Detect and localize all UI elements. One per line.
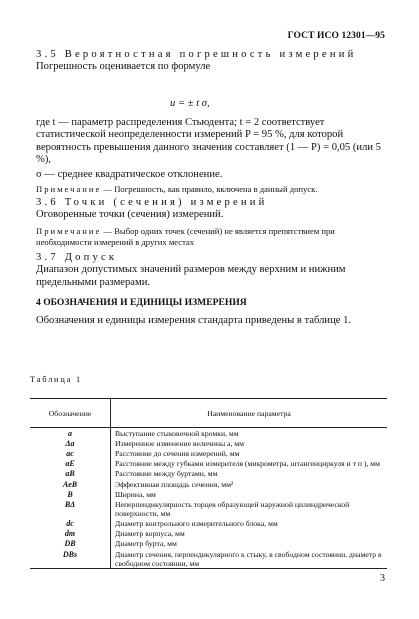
table-header-row bbox=[30, 399, 387, 428]
symbol-cell: dm bbox=[30, 529, 111, 539]
parameter-name-cell: Неперпендикулярность торцев образующей наружной цилиндрической поверхности, мм bbox=[115, 499, 350, 518]
parameter-name-cell: Ширина, мм bbox=[115, 489, 156, 499]
col-header-name: Наименование параметра bbox=[111, 399, 388, 428]
parameter-name-cell: Расстояние до сечения измерений, мм bbox=[115, 448, 240, 458]
table-row bbox=[30, 529, 387, 539]
note-label: Примечание bbox=[36, 184, 102, 195]
parameter-name-cell: Диаметр сечения, перпендикулярного к стыку, в свободном состоянии, диаметр в свободном состоянии, мм bbox=[111, 549, 388, 569]
symbol-cell: DBs bbox=[30, 549, 111, 569]
symbol-cell: ac bbox=[30, 448, 111, 458]
parameter-name-cell: Расстояние между губками измерителя (микрометра, штангенциркуля и т п ), мм bbox=[115, 459, 381, 469]
section-3-5-note bbox=[36, 184, 388, 195]
table-row bbox=[30, 479, 387, 489]
symbol-cell: aE bbox=[30, 459, 111, 469]
section-3-5-text-1: Погрешность оценивается по формуле bbox=[36, 61, 211, 73]
section-3-5-heading: 3.5 Вероятностная погрешность измерений bbox=[36, 49, 357, 60]
table-row bbox=[30, 469, 387, 479]
parameter-name-cell: Выступание стыковочной кромки, мм bbox=[115, 428, 239, 438]
section-3-7-text: Диапазон допустимых значений размеров между верхним и нижним предельными размерами. bbox=[36, 264, 346, 288]
section-3-7-heading: 3.7 Допуск bbox=[36, 252, 118, 263]
table-row bbox=[30, 459, 387, 469]
parameter-name-cell: Диаметр бурта, мм bbox=[115, 539, 177, 549]
symbol-cell: dc bbox=[30, 519, 111, 529]
table-row bbox=[30, 539, 387, 549]
symbol-cell: a bbox=[30, 428, 111, 439]
table-row bbox=[30, 519, 387, 529]
section-3-5-text-3: σ — среднее квадратическое отклонение. bbox=[36, 168, 223, 180]
section-4-heading: 4 ОБОЗНАЧЕНИЯ И ЕДИНИЦЫ ИЗМЕРЕНИЯ bbox=[36, 297, 247, 308]
table-row bbox=[30, 438, 387, 448]
standard-header: ГОСТ ИСО 12301—95 bbox=[287, 31, 385, 41]
table-body bbox=[30, 428, 387, 569]
section-3-7 bbox=[36, 252, 388, 289]
parameter-name-cell: Диаметр корпуса, мм bbox=[115, 529, 185, 539]
note-text: — Погрешность, как правило, включена в данный допуск. bbox=[101, 184, 318, 195]
table-row bbox=[30, 549, 387, 569]
parameter-name-cell: Расстояние между буртами, мм bbox=[115, 469, 218, 479]
symbol-cell: aB bbox=[30, 469, 111, 479]
parameter-name-cell: Эффективная площадь сечения, мм² bbox=[115, 479, 234, 489]
section-3-5 bbox=[36, 49, 388, 74]
symbol-cell: BΔ bbox=[30, 499, 111, 518]
symbol-cell: AeB bbox=[30, 479, 111, 489]
table-1 bbox=[30, 398, 387, 569]
symbol-cell: Δa bbox=[30, 438, 111, 448]
symbol-cell: B bbox=[30, 489, 111, 499]
table-row bbox=[30, 499, 387, 518]
section-3-5-text-2: где t — параметр распределения Стьюдента; t = 2 соответствует статистической неопределенности измерений P = 95 %, для которой вероятность превышения данного значения составляет (1 — P) = 0,05 (или 5 %), bbox=[36, 117, 381, 166]
section-4-text: Обозначения и единицы измерения стандарта приведены в таблице 1. bbox=[36, 315, 352, 326]
formula: u = ± t σ, bbox=[170, 98, 210, 109]
section-3-5-body bbox=[36, 117, 388, 195]
page-number: 3 bbox=[380, 573, 385, 584]
section-3-6-heading: 3.6 Точки (сечения) измерений bbox=[36, 197, 268, 208]
table-row bbox=[30, 489, 387, 499]
section-3-6-text: Оговоренные точки (сечения) измерений. bbox=[36, 209, 224, 221]
table-row bbox=[30, 428, 387, 439]
symbol-cell: DB bbox=[30, 539, 111, 549]
section-3-6 bbox=[36, 197, 388, 248]
parameter-name-cell: Измеренное изменение величины a, мм bbox=[115, 438, 245, 448]
note-text: — Выбор одних точек (сечений) не является препятствием при необходимости измерений в других местах bbox=[36, 225, 335, 247]
note-label: Примечание bbox=[36, 225, 102, 236]
section-3-6-note bbox=[36, 226, 388, 248]
table-row bbox=[30, 448, 387, 458]
parameter-name-cell: Диаметр контрольного измерительного блока, мм bbox=[115, 519, 278, 529]
col-header-symbol: Обозначение bbox=[30, 399, 111, 428]
table-label: Таблица 1 bbox=[30, 375, 83, 384]
